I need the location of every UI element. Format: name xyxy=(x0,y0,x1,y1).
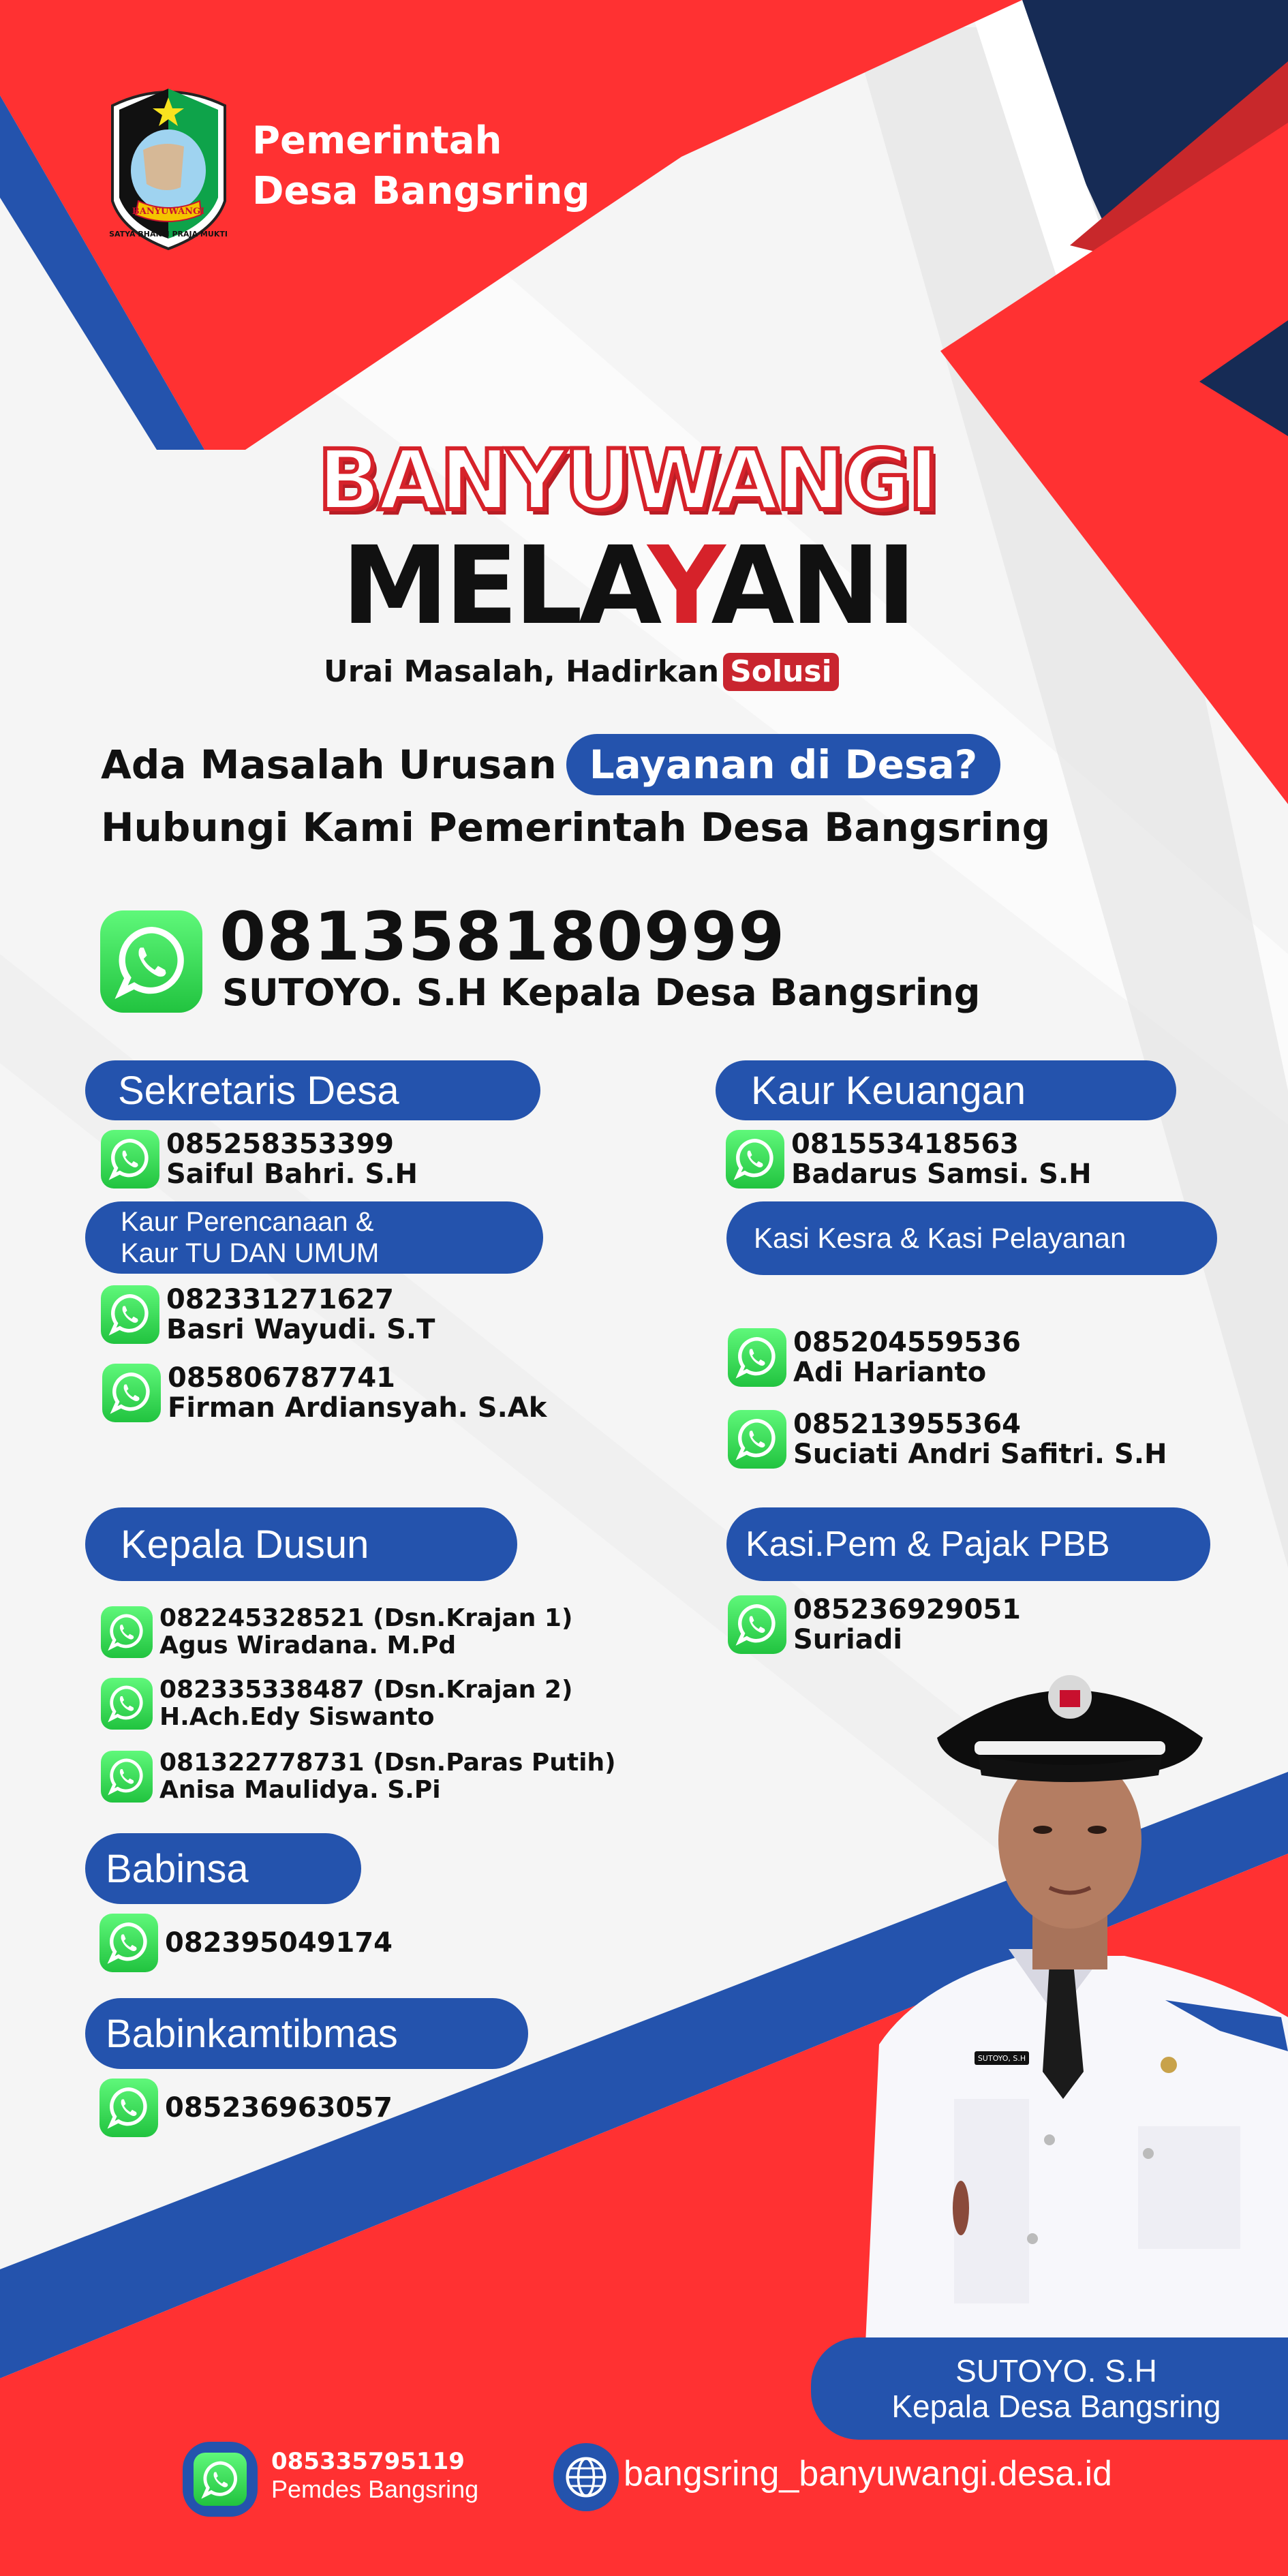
contact-item[interactable] xyxy=(101,1605,572,1659)
contact-item[interactable] xyxy=(101,1129,418,1189)
contact-name: Saiful Bahri. S.H xyxy=(166,1159,418,1190)
whatsapp-icon[interactable] xyxy=(101,1751,153,1803)
hero-melayani-y: Y xyxy=(647,523,711,649)
contact-name: Anisa Maulidya. S.Pi xyxy=(159,1776,441,1804)
whatsapp-icon[interactable] xyxy=(99,1914,158,1972)
contact-item[interactable] xyxy=(102,1363,547,1423)
contact-phone[interactable]: 085236963057 xyxy=(165,2092,393,2123)
whatsapp-icon[interactable] xyxy=(728,1410,786,1469)
svg-text:BANYUWANGI: BANYUWANGI xyxy=(132,206,205,217)
hero-melayani-part2: ANI xyxy=(711,523,913,649)
globe-icon xyxy=(562,2453,611,2502)
solusi-badge: Solusi xyxy=(723,653,839,691)
contact-phone[interactable]: 085213955364 xyxy=(793,1409,1021,1440)
contact-item[interactable] xyxy=(101,1676,572,1731)
hero-title-banyuwangi: BANYUWANGI xyxy=(317,432,937,529)
contact-item[interactable] xyxy=(726,1129,1092,1189)
banyuwangi-emblem-icon xyxy=(106,85,232,252)
contact-phone[interactable]: 085204559536 xyxy=(793,1327,1021,1358)
hero-title-melayani xyxy=(293,523,961,649)
footer-phone[interactable]: 085335795119 xyxy=(271,2448,465,2475)
section-title: Sekretaris Desa xyxy=(118,1068,399,1113)
intro-question xyxy=(101,731,1000,799)
contact-phone[interactable]: 085236929051 xyxy=(793,1594,1021,1625)
footer-website-button[interactable] xyxy=(553,2443,619,2511)
intro-call-to-action: Hubungi Kami Pemerintah Desa Bangsring xyxy=(101,804,1051,850)
section-pill-kepala-dusun xyxy=(85,1507,517,1581)
contact-name: Basri Wayudi. S.T xyxy=(166,1314,435,1345)
tagline-text: Urai Masalah, Hadirkan xyxy=(324,654,720,689)
section-pill-sekretaris-desa xyxy=(85,1060,540,1120)
contact-phone[interactable]: 082395049174 xyxy=(165,1927,393,1959)
contact-phone[interactable]: 081322778731 (Dsn.Paras Putih) xyxy=(159,1749,616,1777)
contact-item[interactable] xyxy=(101,1749,616,1804)
section-title: Babinsa xyxy=(106,1846,249,1891)
org-title-line1: Pemerintah xyxy=(252,119,502,163)
portrait-caption xyxy=(811,2337,1288,2440)
hero-tagline xyxy=(324,653,839,691)
contact-phone[interactable]: 082331271627 xyxy=(166,1284,394,1315)
contact-name: Suciati Andri Safitri. S.H xyxy=(793,1439,1167,1470)
whatsapp-icon[interactable] xyxy=(100,910,202,1013)
whatsapp-icon[interactable] xyxy=(99,2079,158,2137)
contact-item[interactable] xyxy=(728,1328,1021,1387)
contact-name: Suriadi xyxy=(793,1624,903,1655)
section-title-line2: Kaur TU DAN UMUM xyxy=(121,1238,380,1268)
caption-title: Kepala Desa Bangsring xyxy=(891,2389,1221,2424)
whatsapp-icon[interactable] xyxy=(102,1364,161,1422)
question-highlight-pill: Layanan di Desa? xyxy=(566,734,1001,795)
emblem-logo xyxy=(106,85,232,252)
organization-title xyxy=(252,116,590,217)
svg-text:SATYA BHAKTI PRAJA MUKTI: SATYA BHAKTI PRAJA MUKTI xyxy=(109,230,228,239)
contact-name: Badarus Samsi. S.H xyxy=(791,1159,1092,1190)
contact-item[interactable] xyxy=(728,1595,1021,1655)
section-title: Kasi Kesra & Kasi Pelayanan xyxy=(754,1222,1126,1254)
portrait-figure-icon xyxy=(838,1663,1288,2344)
contact-name: H.Ach.Edy Siswanto xyxy=(159,1703,435,1731)
contact-phone[interactable]: 081553418563 xyxy=(791,1129,1019,1160)
contact-name: Adi Harianto xyxy=(793,1357,987,1388)
whatsapp-icon[interactable] xyxy=(101,1678,153,1730)
whatsapp-icon[interactable] xyxy=(728,1595,786,1654)
contact-item[interactable] xyxy=(99,1914,393,1972)
contact-name: Firman Ardiansyah. S.Ak xyxy=(168,1392,547,1424)
org-title-line2: Desa Bangsring xyxy=(252,169,590,213)
question-prefix: Ada Masalah Urusan xyxy=(101,741,557,788)
hero-melayani-part1: MELA xyxy=(341,523,648,649)
section-pill-kaur-keuangan xyxy=(716,1060,1176,1120)
section-title: Kaur Keuangan xyxy=(751,1068,1026,1113)
contact-phone[interactable]: 082245328521 (Dsn.Krajan 1) xyxy=(159,1604,573,1632)
contact-phone[interactable]: 082335338487 (Dsn.Krajan 2) xyxy=(159,1676,573,1704)
footer-website-link[interactable]: bangsring_banyuwangi.desa.id xyxy=(624,2454,1112,2494)
whatsapp-icon[interactable] xyxy=(728,1328,786,1387)
section-pill-babinkamtibmas xyxy=(85,1998,528,2069)
section-title: Babinkamtibmas xyxy=(106,2011,398,2056)
contact-item[interactable] xyxy=(101,1285,435,1345)
whatsapp-icon[interactable] xyxy=(101,1130,159,1189)
contact-item[interactable] xyxy=(99,2079,393,2137)
whatsapp-icon[interactable] xyxy=(101,1285,159,1344)
head-phone-number[interactable]: 081358180999 xyxy=(219,898,786,976)
section-pill-kaur-perencanaan-tu xyxy=(85,1201,543,1274)
section-pill-babinsa xyxy=(85,1833,361,1904)
contact-phone[interactable]: 085806787741 xyxy=(168,1362,395,1394)
whatsapp-icon[interactable] xyxy=(194,2453,247,2506)
contact-phone[interactable]: 085258353399 xyxy=(166,1129,394,1160)
footer-phone-label: Pemdes Bangsring xyxy=(271,2475,479,2503)
contact-item[interactable] xyxy=(728,1409,1167,1469)
contact-name: Agus Wiradana. M.Pd xyxy=(159,1631,457,1659)
section-pill-kasi-pem-pajak-pbb xyxy=(726,1507,1210,1581)
section-title-line1: Kaur Perencanaan & xyxy=(121,1207,374,1237)
caption-name: SUTOYO. S.H xyxy=(955,2353,1157,2389)
whatsapp-icon[interactable] xyxy=(101,1606,153,1658)
section-title: Kepala Dusun xyxy=(121,1522,369,1567)
whatsapp-icon[interactable] xyxy=(726,1130,784,1189)
head-name-title: SUTOYO. S.H Kepala Desa Bangsring xyxy=(222,971,981,1014)
svg-text:SUTOYO, S.H: SUTOYO, S.H xyxy=(977,2054,1026,2063)
section-pill-kasi-kesra-pelayanan xyxy=(726,1201,1217,1275)
footer-whatsapp-button[interactable] xyxy=(183,2442,258,2517)
village-head-portrait xyxy=(838,1663,1288,2344)
section-title: Kasi.Pem & Pajak PBB xyxy=(746,1524,1110,1564)
